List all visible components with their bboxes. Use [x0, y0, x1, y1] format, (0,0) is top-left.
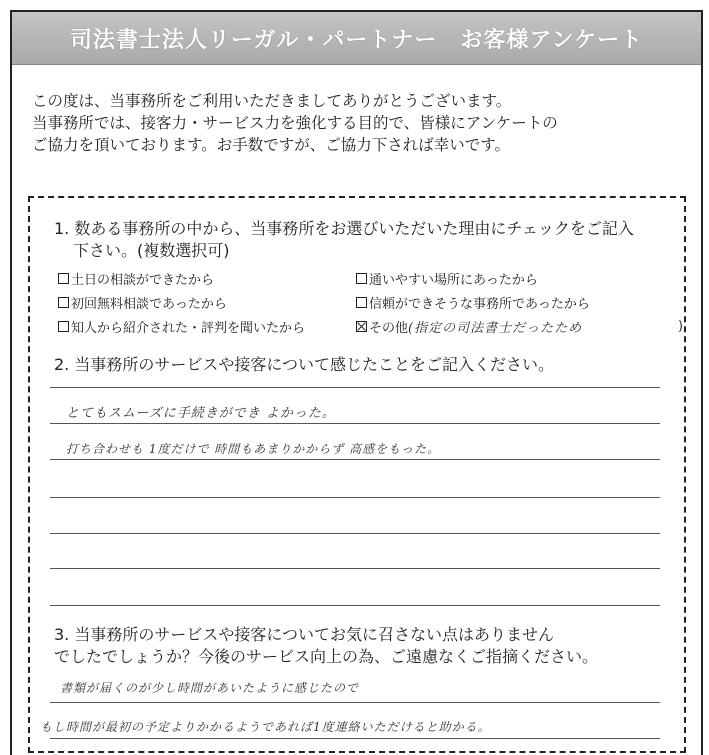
intro-line: この度は、当事務所をご利用いただきましてありがとうございます。 [32, 92, 512, 110]
option-label: 信頼ができそうな事務所であったから [369, 297, 590, 312]
answer-line [50, 423, 660, 424]
checked-checkbox-icon[interactable] [356, 321, 367, 332]
q3-answer-1[interactable]: 書類が届くのが少し時間があいたように感じたので [60, 681, 360, 695]
survey-form [10, 10, 703, 755]
other-answer-handwritten[interactable]: (指定の司法書士だったため [408, 321, 583, 336]
option-trustworthy[interactable] [356, 293, 590, 312]
other-close-paren: ) [678, 319, 684, 334]
form-title: 司法書士法人リーガル・パートナー お客様アンケート [69, 27, 644, 53]
answer-line [50, 387, 660, 388]
question-3-title [54, 624, 598, 668]
option-referral[interactable] [58, 317, 305, 336]
answer-line [50, 605, 660, 606]
answer-line [50, 702, 660, 703]
question-1-title [54, 218, 634, 262]
intro-line: 当事務所では、接客力・サービス力を強化する目的で、皆様にアンケートの [32, 114, 558, 132]
form-header [12, 12, 701, 65]
answer-line [50, 459, 660, 460]
checkbox-icon[interactable] [58, 321, 69, 332]
answer-line [50, 738, 660, 739]
checkbox-icon[interactable] [58, 273, 69, 284]
checkbox-icon[interactable] [58, 297, 69, 308]
intro-text [32, 90, 672, 156]
question-3-line1: 3. 当事務所のサービスや接客についてお気に召さない点はありません [54, 625, 555, 644]
option-free-consult[interactable] [58, 293, 227, 312]
answer-line [50, 533, 660, 534]
question-1-line1: 1. 数ある事務所の中から、当事務所をお選びいただいた理由にチェックをご記入 [54, 219, 634, 238]
intro-line: ご協力を頂いております。お手数ですが、ご協力下されば幸いです。 [32, 136, 511, 154]
q2-answer-2[interactable]: 打ち合わせも 1度だけで 時間もあまりかからず 高感をもった。 [66, 442, 441, 456]
q3-answer-2[interactable]: もし時間が最初の予定よりかかるようであれば1度連絡いただけると助かる。 [40, 720, 491, 734]
checkbox-icon[interactable] [356, 297, 367, 308]
option-convenient-location[interactable] [356, 269, 538, 288]
question-3-line2: でしたでしょうか？今後のサービス向上の為、ご遠慮なくご指摘ください。 [54, 647, 599, 666]
q2-answer-1[interactable]: とてもスムーズに手続きができ よかった。 [66, 406, 336, 421]
option-weekend-consult[interactable] [58, 269, 214, 288]
option-label: 知人から紹介された・評判を聞いたから [71, 321, 306, 336]
checkbox-icon[interactable] [356, 273, 367, 284]
answer-line [50, 568, 660, 569]
questions-box [28, 196, 686, 753]
option-label: 初回無料相談であったから [71, 297, 227, 312]
answer-line [50, 497, 660, 498]
option-other[interactable] [356, 317, 582, 336]
option-label: 通いやすい場所にあったから [369, 273, 538, 288]
option-label: その他 [369, 321, 409, 336]
question-2-title: 2. 当事務所のサービスや接客について感じたことをご記入ください。 [54, 355, 555, 374]
question-1-line2: 下さい。(複数選択可) [73, 241, 230, 260]
option-label: 土日の相談ができたから [71, 273, 215, 288]
